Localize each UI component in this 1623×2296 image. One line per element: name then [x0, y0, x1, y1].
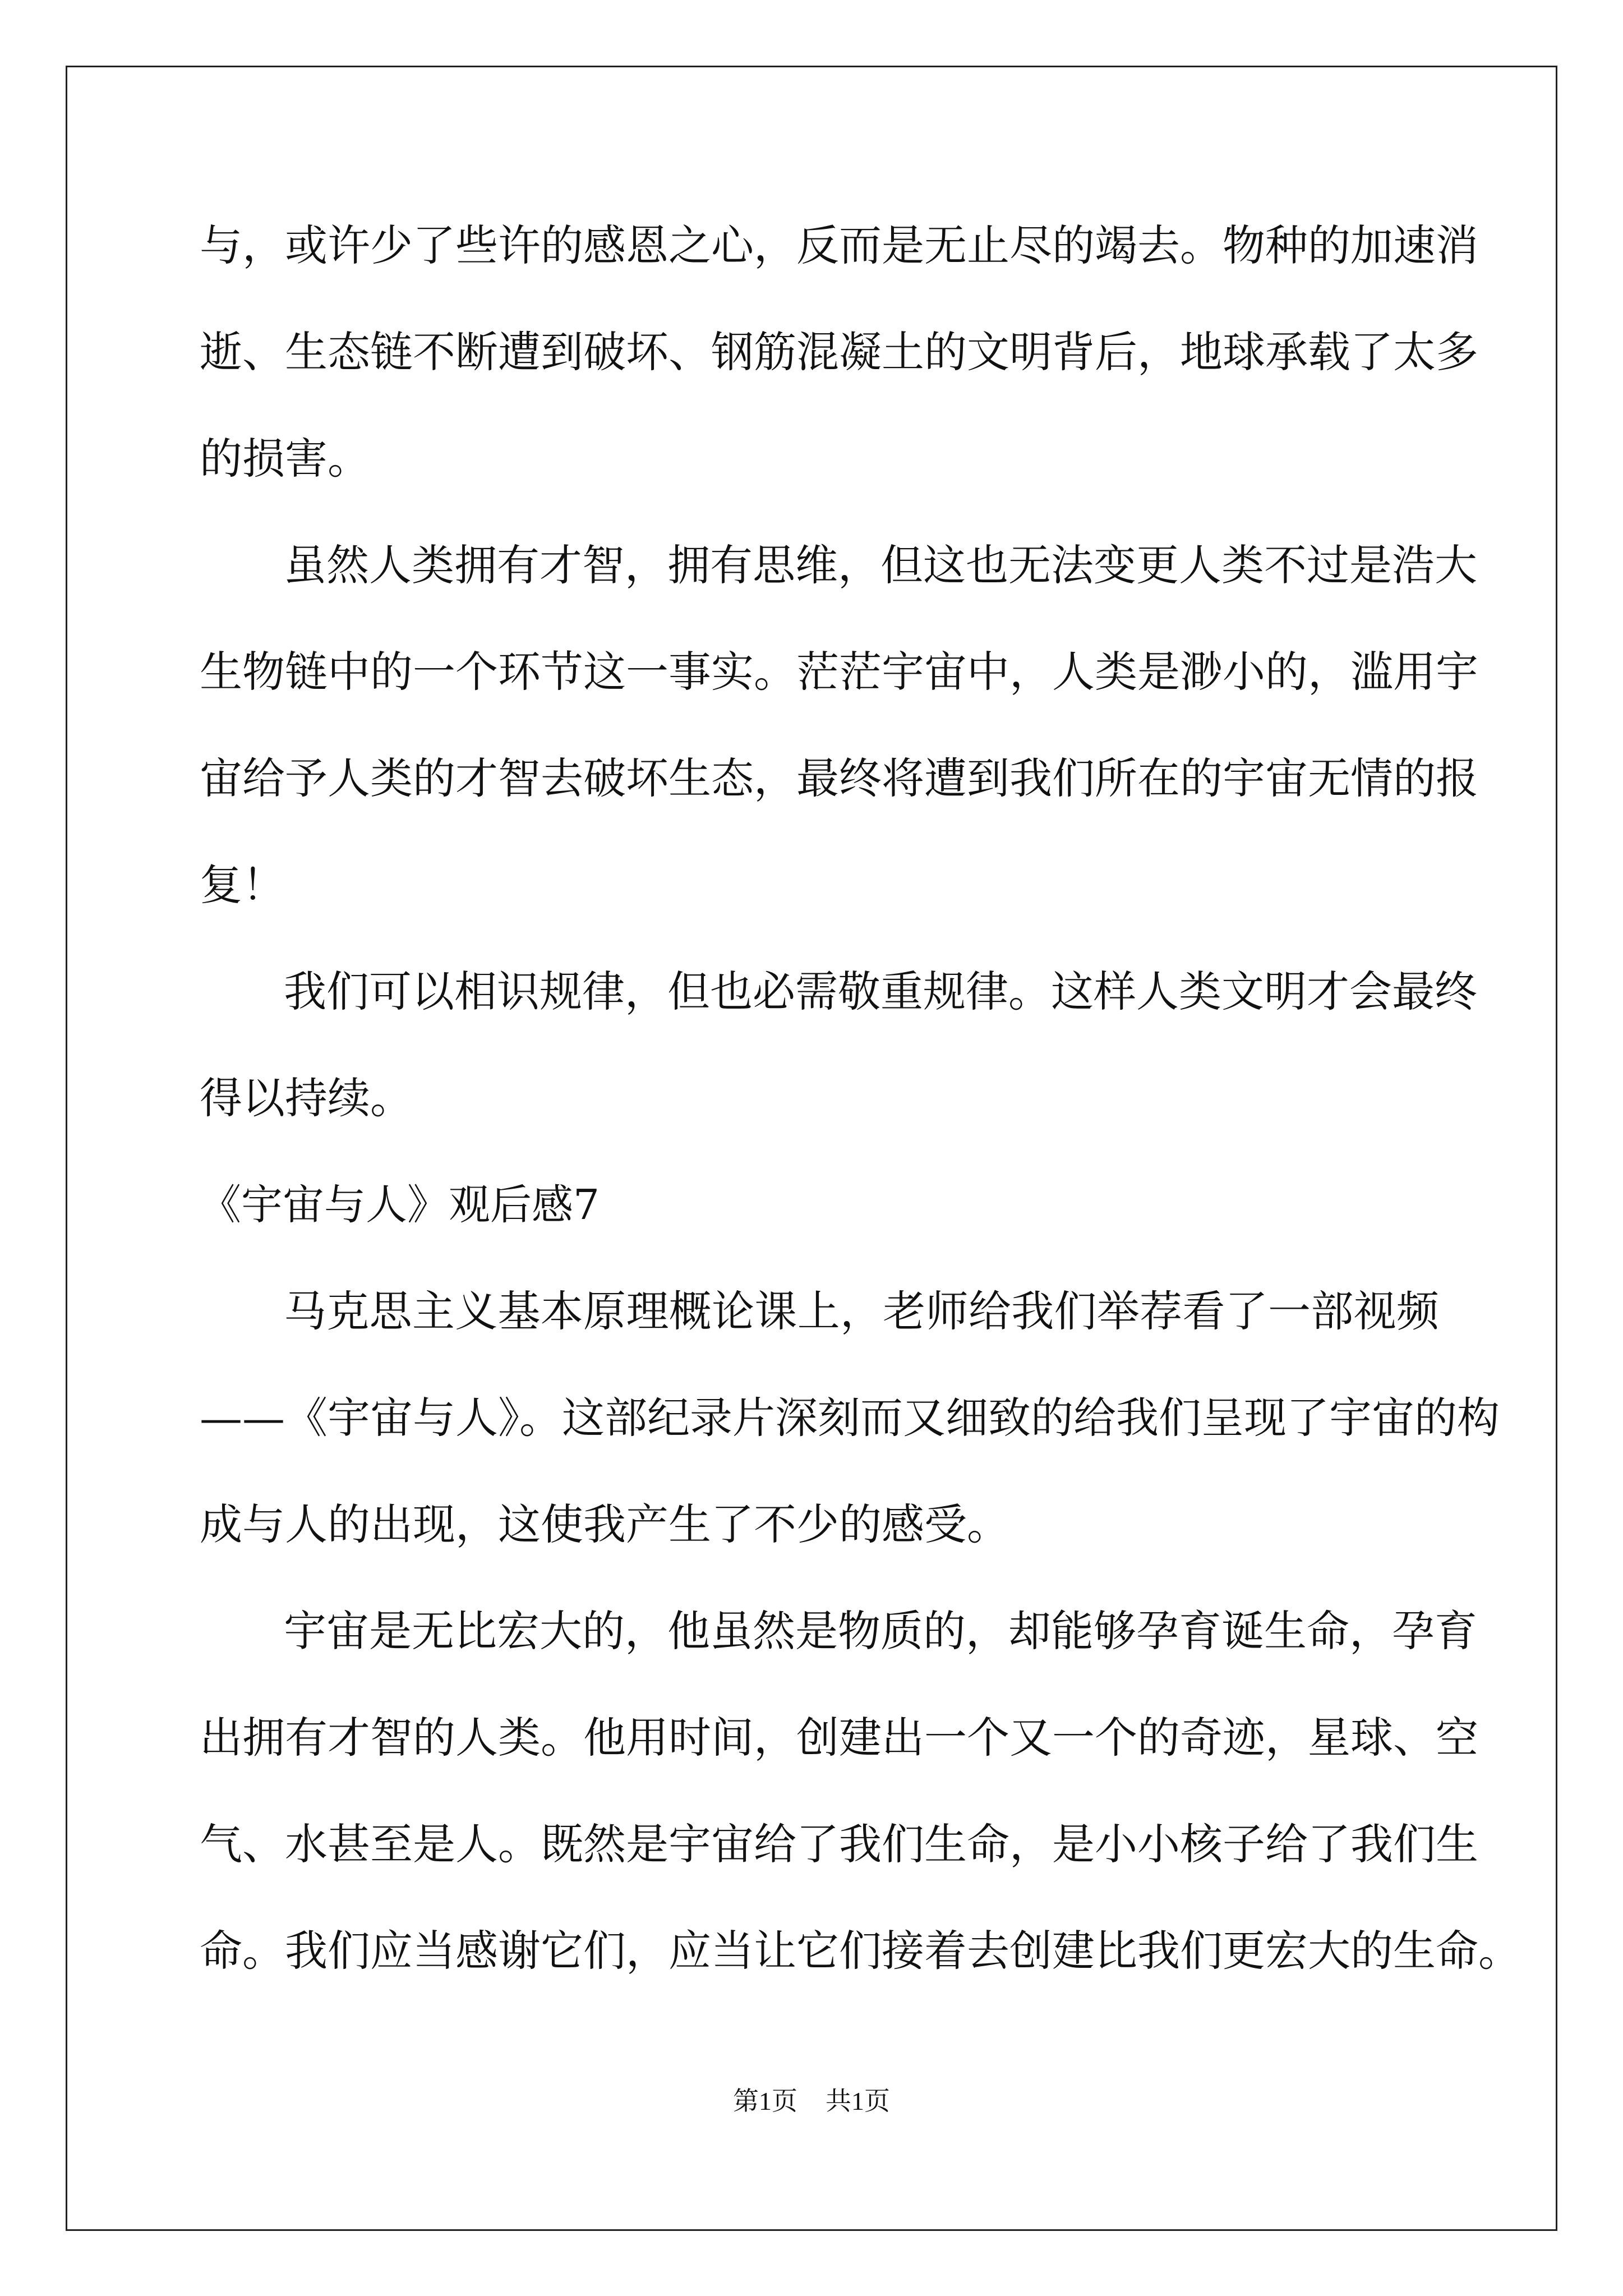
- text-line: 我们可以相识规律，但也必需敬重规律。这样人类文明才会最终: [284, 967, 1477, 1016]
- text-line: 虽然人类拥有才智，拥有思维，但这也无法变更人类不过是浩大: [284, 540, 1477, 590]
- text-line: 命。我们应当感谢它们，应当让它们接着去创建比我们更宏大的生命。: [200, 1926, 1521, 1976]
- text-line: 与，或许少了些许的感恩之心，反而是无止尽的竭去。物种的加速消: [200, 220, 1478, 270]
- page-number: 第1页: [733, 2087, 797, 2115]
- page-border: [66, 66, 1557, 2231]
- text-line: 得以持续。: [200, 1073, 413, 1123]
- text-line: 复！: [200, 860, 285, 910]
- text-line: 宇宙是无比宏大的，他虽然是物质的，却能够孕育诞生命，孕育: [284, 1606, 1477, 1656]
- text-line: 马克思主义基本原理概论课上，老师给我们举荐看了一部视频: [284, 1286, 1439, 1336]
- text-line: ——《宇宙与人》。这部纪录片深刻而又细致的给我们呈现了宇宙的构: [200, 1393, 1500, 1443]
- text-line: 出拥有才智的人类。他用时间，创建出一个又一个的奇迹，星球、空: [200, 1713, 1478, 1763]
- text-line: 逝、生态链不断遭到破坏、钢筋混凝土的文明背后，地球承载了太多: [200, 327, 1478, 377]
- text-line: 成与人的出现，这使我产生了不少的感受。: [200, 1499, 1009, 1549]
- page-footer: [0, 2085, 1623, 2118]
- section-heading: 《宇宙与人》观后感7: [200, 1181, 600, 1229]
- text-line: 宙给予人类的才智去破坏生态，最终将遭到我们所在的宇宙无情的报: [200, 753, 1478, 803]
- page-total: 共1页: [826, 2087, 890, 2115]
- text-line: 气、水甚至是人。既然是宇宙给了我们生命，是小小核子给了我们生: [200, 1819, 1478, 1869]
- text-line: 生物链中的一个环节这一事实。茫茫宇宙中，人类是渺小的，滥用宇: [200, 647, 1478, 697]
- text-line: 的损害。: [200, 434, 370, 484]
